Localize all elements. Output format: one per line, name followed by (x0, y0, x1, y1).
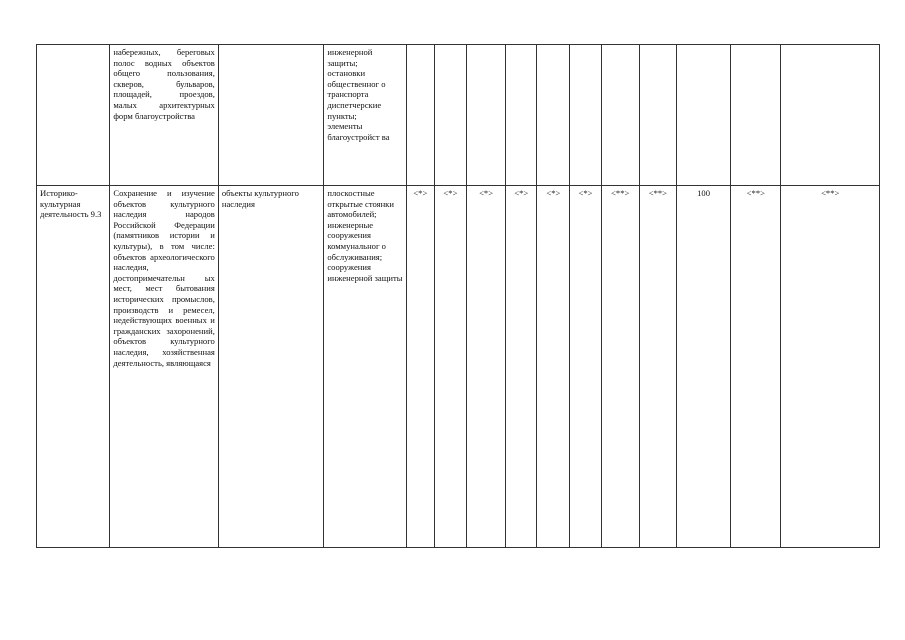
activity-description-cell: набережных, береговых полос водных объектов общего пользования, скверов, бульваров, площадей, проездов, малых архитектурных форм благоустройства (110, 45, 219, 186)
param-cell (506, 45, 537, 186)
auxiliary-uses-cell: плоскостные открытые стоянки автомобилей; инженерные сооружения коммунальног о обслуживания; сооружения инженерной защиты (324, 186, 406, 548)
param-cell (639, 45, 676, 186)
activity-name-cell: Историко-культурная деятельность 9.3 (37, 186, 110, 548)
param-cell (467, 45, 506, 186)
param-cell (676, 45, 730, 186)
param-cell (537, 45, 570, 186)
activity-name-cell (37, 45, 110, 186)
param-cell: <**> (601, 186, 639, 548)
param-cell: <*> (406, 186, 434, 548)
related-objects-cell (218, 45, 324, 186)
param-cell: <**> (731, 186, 781, 548)
zoning-regulations-table (36, 44, 880, 548)
param-cell (601, 45, 639, 186)
param-cell (731, 45, 781, 186)
param-cell: <*> (467, 186, 506, 548)
param-cell (781, 45, 880, 186)
auxiliary-uses-cell: инженерной защиты; остановки общественног о транспорта диспетчерские пункты; элементы благоустройст ва (324, 45, 406, 186)
param-cell (434, 45, 466, 186)
param-cell (570, 45, 601, 186)
table-row (37, 186, 880, 548)
param-cell: <**> (639, 186, 676, 548)
activity-description-cell: Сохранение и изучение объектов культурного наследия народов Российской Федерации (памятников истории и культуры), в том числе: объектов археологического наследия, достопримечательн ых мест, мест бытования исторических промыслов, производств и ремесел, недействующих военных и гражданских захоронений, объектов культурного наследия, хозяйственная деятельность, являющаяся (110, 186, 219, 548)
param-cell: <*> (434, 186, 466, 548)
table-row (37, 45, 880, 186)
param-cell (406, 45, 434, 186)
related-objects-cell: объекты культурного наследия (218, 186, 324, 548)
param-cell: <**> (781, 186, 880, 548)
param-cell: <*> (570, 186, 601, 548)
param-cell: <*> (506, 186, 537, 548)
param-cell: <*> (537, 186, 570, 548)
param-cell: 100 (676, 186, 730, 548)
